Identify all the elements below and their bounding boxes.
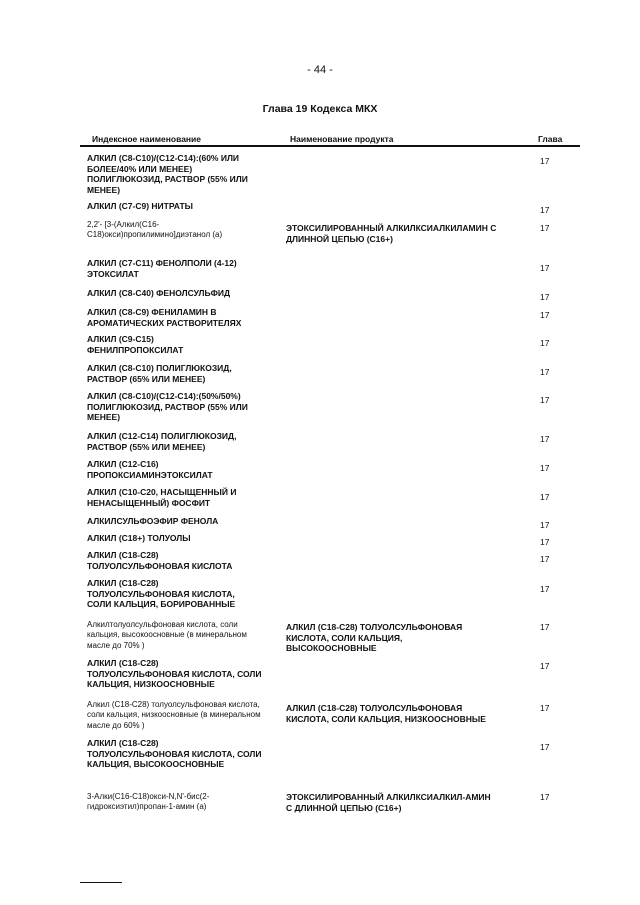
header-index-name: Индексное наименование bbox=[92, 134, 202, 144]
chapter-cell: 17 bbox=[540, 537, 550, 547]
chapter-cell: 17 bbox=[540, 661, 550, 671]
chapter-cell: 17 bbox=[540, 792, 550, 802]
chapter-cell: 17 bbox=[540, 338, 550, 348]
chapter-title: Глава 19 Кодекса МКХ bbox=[262, 103, 378, 115]
chapter-cell: 17 bbox=[540, 395, 550, 405]
header-chapter: Глава bbox=[538, 134, 563, 144]
index-name-cell: Алкил (С18-С28) толуолсульфоновая кислота, соли кальция, низкоосновные (в минеральном масле до 60% ) bbox=[87, 700, 261, 730]
index-name-cell: АЛКИЛ (С18-С28) ТОЛУОЛСУЛЬФОНОВАЯ КИСЛОТА, СОЛИ КАЛЬЦИЯ, ВЫСОКООСНОВНЫЕ bbox=[87, 738, 262, 770]
product-name-cell: ЭТОКСИЛИРОВАННЫЙ АЛКИЛКСИАЛКИЛ-АМИН С ДЛИННОЙ ЦЕПЬЮ (С16+) bbox=[286, 792, 491, 813]
header-rule bbox=[80, 145, 580, 147]
index-name-cell: АЛКИЛ (С8-С40) ФЕНОЛСУЛЬФИД bbox=[87, 288, 231, 298]
chapter-cell: 17 bbox=[540, 292, 550, 302]
chapter-cell: 17 bbox=[540, 156, 550, 166]
index-name-cell: АЛКИЛ (С9-С15) ФЕНИЛПРОПОКСИЛАТ bbox=[87, 334, 184, 355]
index-name-cell: АЛКИЛ (С10-С20, НАСЫЩЕННЫЙ И НЕНАСЫЩЕННЫЙ) ФОСФИТ bbox=[87, 487, 237, 508]
chapter-cell: 17 bbox=[540, 742, 550, 752]
index-name-cell: АЛКИЛ (С8-С10) ПОЛИГЛЮКОЗИД, РАСТВОР (65% ИЛИ МЕНЕЕ) bbox=[87, 363, 232, 384]
index-name-cell: АЛКИЛ (С7-С11) ФЕНОЛПОЛИ (4-12) ЭТОКСИЛАТ bbox=[87, 258, 237, 279]
index-name-cell: АЛКИЛ (С18-С28) ТОЛУОЛСУЛЬФОНОВАЯ КИСЛОТА bbox=[87, 550, 233, 571]
product-name-cell: ЭТОКСИЛИРОВАННЫЙ АЛКИЛКСИАЛКИЛАМИН С ДЛИННОЙ ЦЕПЬЮ (С16+) bbox=[286, 223, 497, 244]
index-name-cell: АЛКИЛ (С7-С9) НИТРАТЫ bbox=[87, 201, 194, 211]
chapter-cell: 17 bbox=[540, 492, 550, 502]
chapter-cell: 17 bbox=[540, 463, 550, 473]
chapter-cell: 17 bbox=[540, 367, 550, 377]
page-number: - 44 - bbox=[307, 64, 333, 76]
chapter-cell: 17 bbox=[540, 520, 550, 530]
chapter-cell: 17 bbox=[540, 263, 550, 273]
chapter-cell: 17 bbox=[540, 310, 550, 320]
index-name-cell: 2,2'- [3-(Алкил(С16-С18)окси)пропилимино]диэтанол (а) bbox=[87, 220, 223, 240]
index-name-cell: АЛКИЛ (С8-С9) ФЕНИЛАМИН В АРОМАТИЧЕСКИХ РАСТВОРИТЕЛЯХ bbox=[87, 307, 242, 328]
index-name-cell: АЛКИЛ (С18-С28) ТОЛУОЛСУЛЬФОНОВАЯ КИСЛОТА, СОЛИ КАЛЬЦИЯ, БОРИРОВАННЫЕ bbox=[87, 578, 236, 610]
index-name-cell: АЛКИЛ (С18-С28) ТОЛУОЛСУЛЬФОНОВАЯ КИСЛОТА, СОЛИ КАЛЬЦИЯ, НИЗКООСНОВНЫЕ bbox=[87, 658, 262, 690]
chapter-cell: 17 bbox=[540, 434, 550, 444]
index-name-cell: АЛКИЛ (С18+) ТОЛУОЛЫ bbox=[87, 533, 191, 543]
chapter-cell: 17 bbox=[540, 622, 550, 632]
index-name-cell: 3-Алки(С16-С18)окси-N,N'-бис(2-гидроксиэтил)пропан-1-амин (а) bbox=[87, 792, 210, 812]
chapter-cell: 17 bbox=[540, 223, 550, 233]
index-name-cell: АЛКИЛ (С8-С10)/(С12-С14):(50%/50%) ПОЛИГЛЮКОЗИД, РАСТВОР (55% ИЛИ МЕНЕЕ) bbox=[87, 391, 248, 423]
index-name-cell: АЛКИЛ (С12-С16) ПРОПОКСИАМИНЭТОКСИЛАТ bbox=[87, 459, 213, 480]
header-product-name: Наименование продукта bbox=[290, 134, 394, 144]
footnote-rule bbox=[80, 882, 122, 883]
chapter-cell: 17 bbox=[540, 554, 550, 564]
index-name-cell: АЛКИЛ (С12-С14) ПОЛИГЛЮКОЗИД, РАСТВОР (55% ИЛИ МЕНЕЕ) bbox=[87, 431, 237, 452]
product-name-cell: АЛКИЛ (С18-С28) ТОЛУОЛСУЛЬФОНОВАЯ КИСЛОТА, СОЛИ КАЛЬЦИЯ, ВЫСОКООСНОВНЫЕ bbox=[286, 622, 463, 654]
chapter-cell: 17 bbox=[540, 703, 550, 713]
chapter-cell: 17 bbox=[540, 205, 550, 215]
index-name-cell: АЛКИЛСУЛЬФОЭФИР ФЕНОЛА bbox=[87, 516, 219, 526]
index-name-cell: Алкилтолуолсульфоновая кислота, соли кальция, высокоосновные (в минеральном масле до 70% ) bbox=[87, 620, 247, 650]
chapter-cell: 17 bbox=[540, 584, 550, 594]
index-name-cell: АЛКИЛ (С8-С10)/(С12-С14):(60% ИЛИ БОЛЕЕ/40% ИЛИ МЕНЕЕ) ПОЛИГЛЮКОЗИД, РАСТВОР (55% ИЛИ МЕНЕЕ) bbox=[87, 153, 248, 195]
product-name-cell: АЛКИЛ (С18-С28) ТОЛУОЛСУЛЬФОНОВАЯ КИСЛОТА, СОЛИ КАЛЬЦИЯ, НИЗКООСНОВНЫЕ bbox=[286, 703, 486, 724]
